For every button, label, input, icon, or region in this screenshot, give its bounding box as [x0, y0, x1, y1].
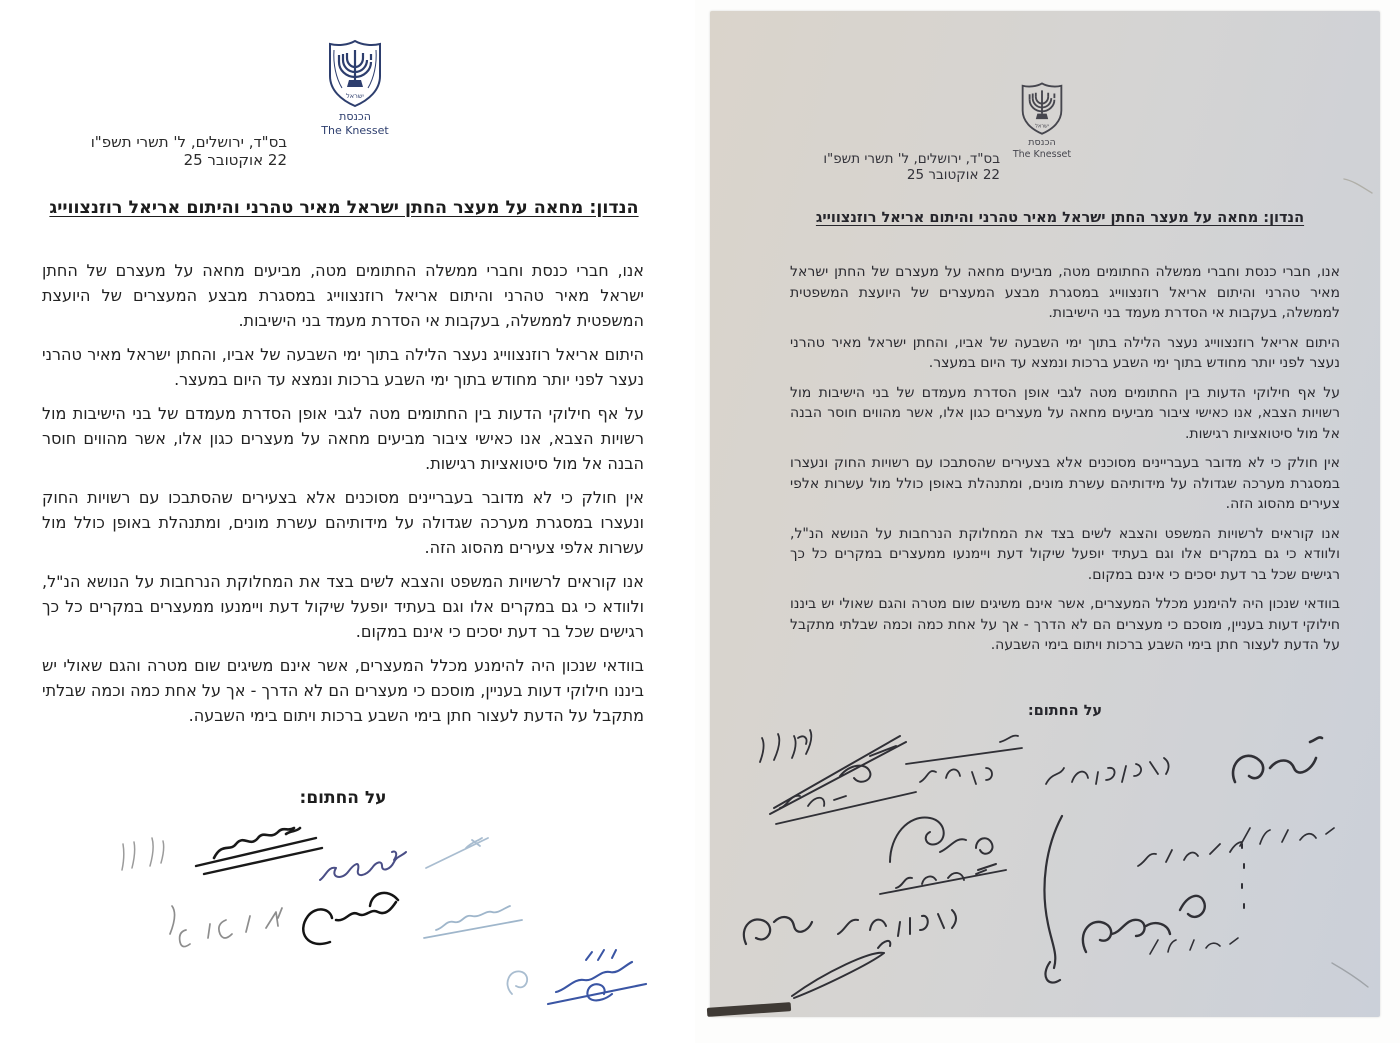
letter-paragraph: על אף חילוקי הדעות בין החתומים מטה לגבי אופן הסדרת מעמדם של בני הישיבות מול רשויות הצבא, אנו כאישי ציבור מביעים מחאה על מעצרים כגון אלו, אשר מהווים חוסר הבנה אל מול סיטואציות רגישות. [42, 404, 644, 473]
subject-line: הנדון: מחאה על מעצר החתן ישראל מאיר טהרני והיתום אריאל רוזנצווייג [49, 198, 639, 218]
signature [792, 941, 890, 998]
letter-paragraph: אין חולק כי לא מדובר בעבריינים מסוכנים אלא בצעירים שהסתבכו עם רשויות החוק ונעצרו במסגרת מערכה שגדולה על מידותיהם עשרת מונים, ומתנהלת באופן כולל מול עשרות אלפי צעירים מהסוג הזה. [790, 455, 1340, 512]
letter-paragraph: היתום אריאל רוזנצווייג נעצר הלילה בתוך ימי השבעה של אביו, והחתן ישראל מאיר טהרני נעצר לפני יותר מחודש בתוך ימי השבע ברכות ונמצא עד היום במעצר. [42, 345, 644, 389]
letter-paragraph: אנו, חברי כנסת וחברי ממשלה החתומים מטה, מביעים מחאה על מעצרם של החתן ישראל מאיר טהרני והיתום אריאל רוזנצווייג במסגרת מבצע המעצרים של היועצת המשפטית לממשלה, בעקבות אי הסדרת מעמד בני הישיבות. [42, 261, 644, 330]
paper-scratch-bottom [1328, 959, 1372, 989]
signature [1240, 828, 1334, 846]
signatures-ink-scan [0, 808, 690, 1043]
date-block [790, 151, 1000, 183]
signature [880, 870, 1006, 894]
signature [303, 893, 398, 944]
signature [1138, 842, 1242, 866]
emblem-hebrew-label: הכנסת [339, 110, 371, 123]
signature [548, 962, 646, 1004]
letter-paragraph: בוודאי שנכון היה להימנע מכלל המעצרים, אשר אינם משיגים שום מטרה והגם שאולי יש ביננו חילוקי דעות בעניין, מוסכם כי מעצרים הם לא הדרך - אך על אחת כמה וכמה שבלתי מתקבל על הדעת לעצור חתן בימי השבע ברכות ויתום בימי השבעה. [42, 656, 644, 725]
signature [424, 906, 522, 938]
signature [1046, 758, 1169, 784]
date-line-gregorian: 22 אוקטובר 25 [183, 151, 287, 169]
signature [906, 736, 1022, 784]
letter-paragraph: אנו, חברי כנסת וחברי ממשלה החתומים מטה, מביעים מחאה על מעצרם של החתן ישראל מאיר טהרני והיתום אריאל רוזנצווייג במסגרת מבצע המעצרים של היועצת המשפטית לממשלה, בעקבות אי הסדרת מעמד בני הישיבות. [790, 264, 1340, 321]
signature [1233, 737, 1322, 782]
signature [1044, 816, 1062, 983]
date-line-gregorian: 22 אוקטובר 25 [906, 167, 1000, 183]
emblem-hebrew-label: הכנסת [1028, 137, 1056, 148]
signatures-heading: על החתום: [299, 788, 387, 808]
signatures-ink-photo [710, 712, 1380, 1017]
date-line-hebrew: בס"ד, ירושלים, ל' תשרי תשפ"ו [823, 151, 1000, 167]
signature [770, 736, 906, 814]
signature [744, 917, 812, 944]
signature [320, 851, 406, 880]
letter-body [42, 258, 644, 737]
signature [760, 730, 811, 762]
signature [507, 971, 527, 994]
signature [1083, 896, 1205, 952]
signature [586, 950, 616, 960]
left-letter-page [0, 0, 695, 1043]
signature [1150, 938, 1238, 954]
signature [890, 818, 996, 870]
knesset-emblem-photo [982, 81, 1102, 161]
emblem-english-label: The Knesset [1012, 148, 1072, 160]
knesset-emblem-left [295, 38, 415, 138]
letter-paragraph: על אף חילוקי הדעות בין החתומים מטה לגבי אופן הסדרת מעמדם של בני הישיבות מול רשויות הצבא, אנו כאישי ציבור מביעים מחאה על מעצרים כגון אלו, אשר מהווים חוסר הבנה אל מול סיטואציות רגישות. [790, 384, 1340, 442]
signature [426, 838, 488, 868]
subject-line: הנדון: מחאה על מעצר החתן ישראל מאיר טהרני והיתום אריאל רוזנצווייג [815, 210, 1305, 226]
photo-letter-page [710, 11, 1380, 1017]
letter-paragraph: היתום אריאל רוזנצווייג נעצר הלילה בתוך ימי השבעה של אביו, והחתן ישראל מאיר טהרני נעצר לפני יותר מחודש בתוך ימי השבע ברכות ונמצא עד היום במעצר. [790, 334, 1340, 371]
letter-paragraph: אין חולק כי לא מדובר בעבריינים מסוכנים אלא בצעירים שהסתבכו עם רשויות החוק ונעצרו במסגרת מערכה שגדולה על מידותיהם עשרת מונים, ומתנהלת באופן כולל מול עשרות אלפי צעירים מהסוג הזה. [42, 488, 644, 557]
letter-paragraph: בוודאי שנכון היה להימנע מכלל המעצרים, אשר אינם משיגים שום מטרה והגם שאולי יש ביננו חילוקי דעות בעניין, מוסכם כי מעצרים הם לא הדרך - אך על אחת כמה וכמה שבלתי מתקבל על הדעת לעצור חתן בימי השבע ברכות ויתום בימי השבעה. [790, 596, 1340, 653]
signature [776, 792, 916, 824]
date-block [57, 133, 287, 169]
signature [170, 906, 282, 947]
letter-paragraph: אנו קוראים לרשויות המשפט והצבא לשים בצד את המחלוקת הנרחבות על הנושא הנ"ל, ולוודא כי גם במקרים אלו וגם בעתיד יופעל שיקול דעת ויימנעו ממעצרים במקרים כל כך רגישים שכל בר דעת יסכים כי אינם במקום. [790, 525, 1340, 583]
signature [1242, 844, 1244, 908]
signature [838, 910, 956, 936]
emblem-shield-text: ישראל [1035, 123, 1049, 130]
emblem-shield-text: ישראל [346, 92, 364, 100]
emblem-english-label: The Knesset [321, 123, 389, 137]
signatures-heading: על החתום: [1027, 703, 1103, 719]
letter-body [790, 262, 1340, 665]
signature [122, 838, 164, 870]
letter-paragraph: אנו קוראים לרשויות המשפט והצבא לשים בצד את המחלוקת הנרחבות על הנושא הנ"ל, ולוודא כי גם במקרים אלו וגם בעתיד יופעל שיקול דעת ויימנעו ממעצרים במקרים כל כך רגישים שכל בר דעת יסכים כי אינם במקום. [42, 572, 644, 641]
paper-scratch-top [1340, 171, 1376, 197]
knesset-emblem-icon [1018, 81, 1066, 137]
date-line-hebrew: בס"ד, ירושלים, ל' תשרי תשפ"ו [90, 133, 287, 151]
knesset-emblem-icon [324, 38, 386, 110]
signature [214, 828, 300, 858]
